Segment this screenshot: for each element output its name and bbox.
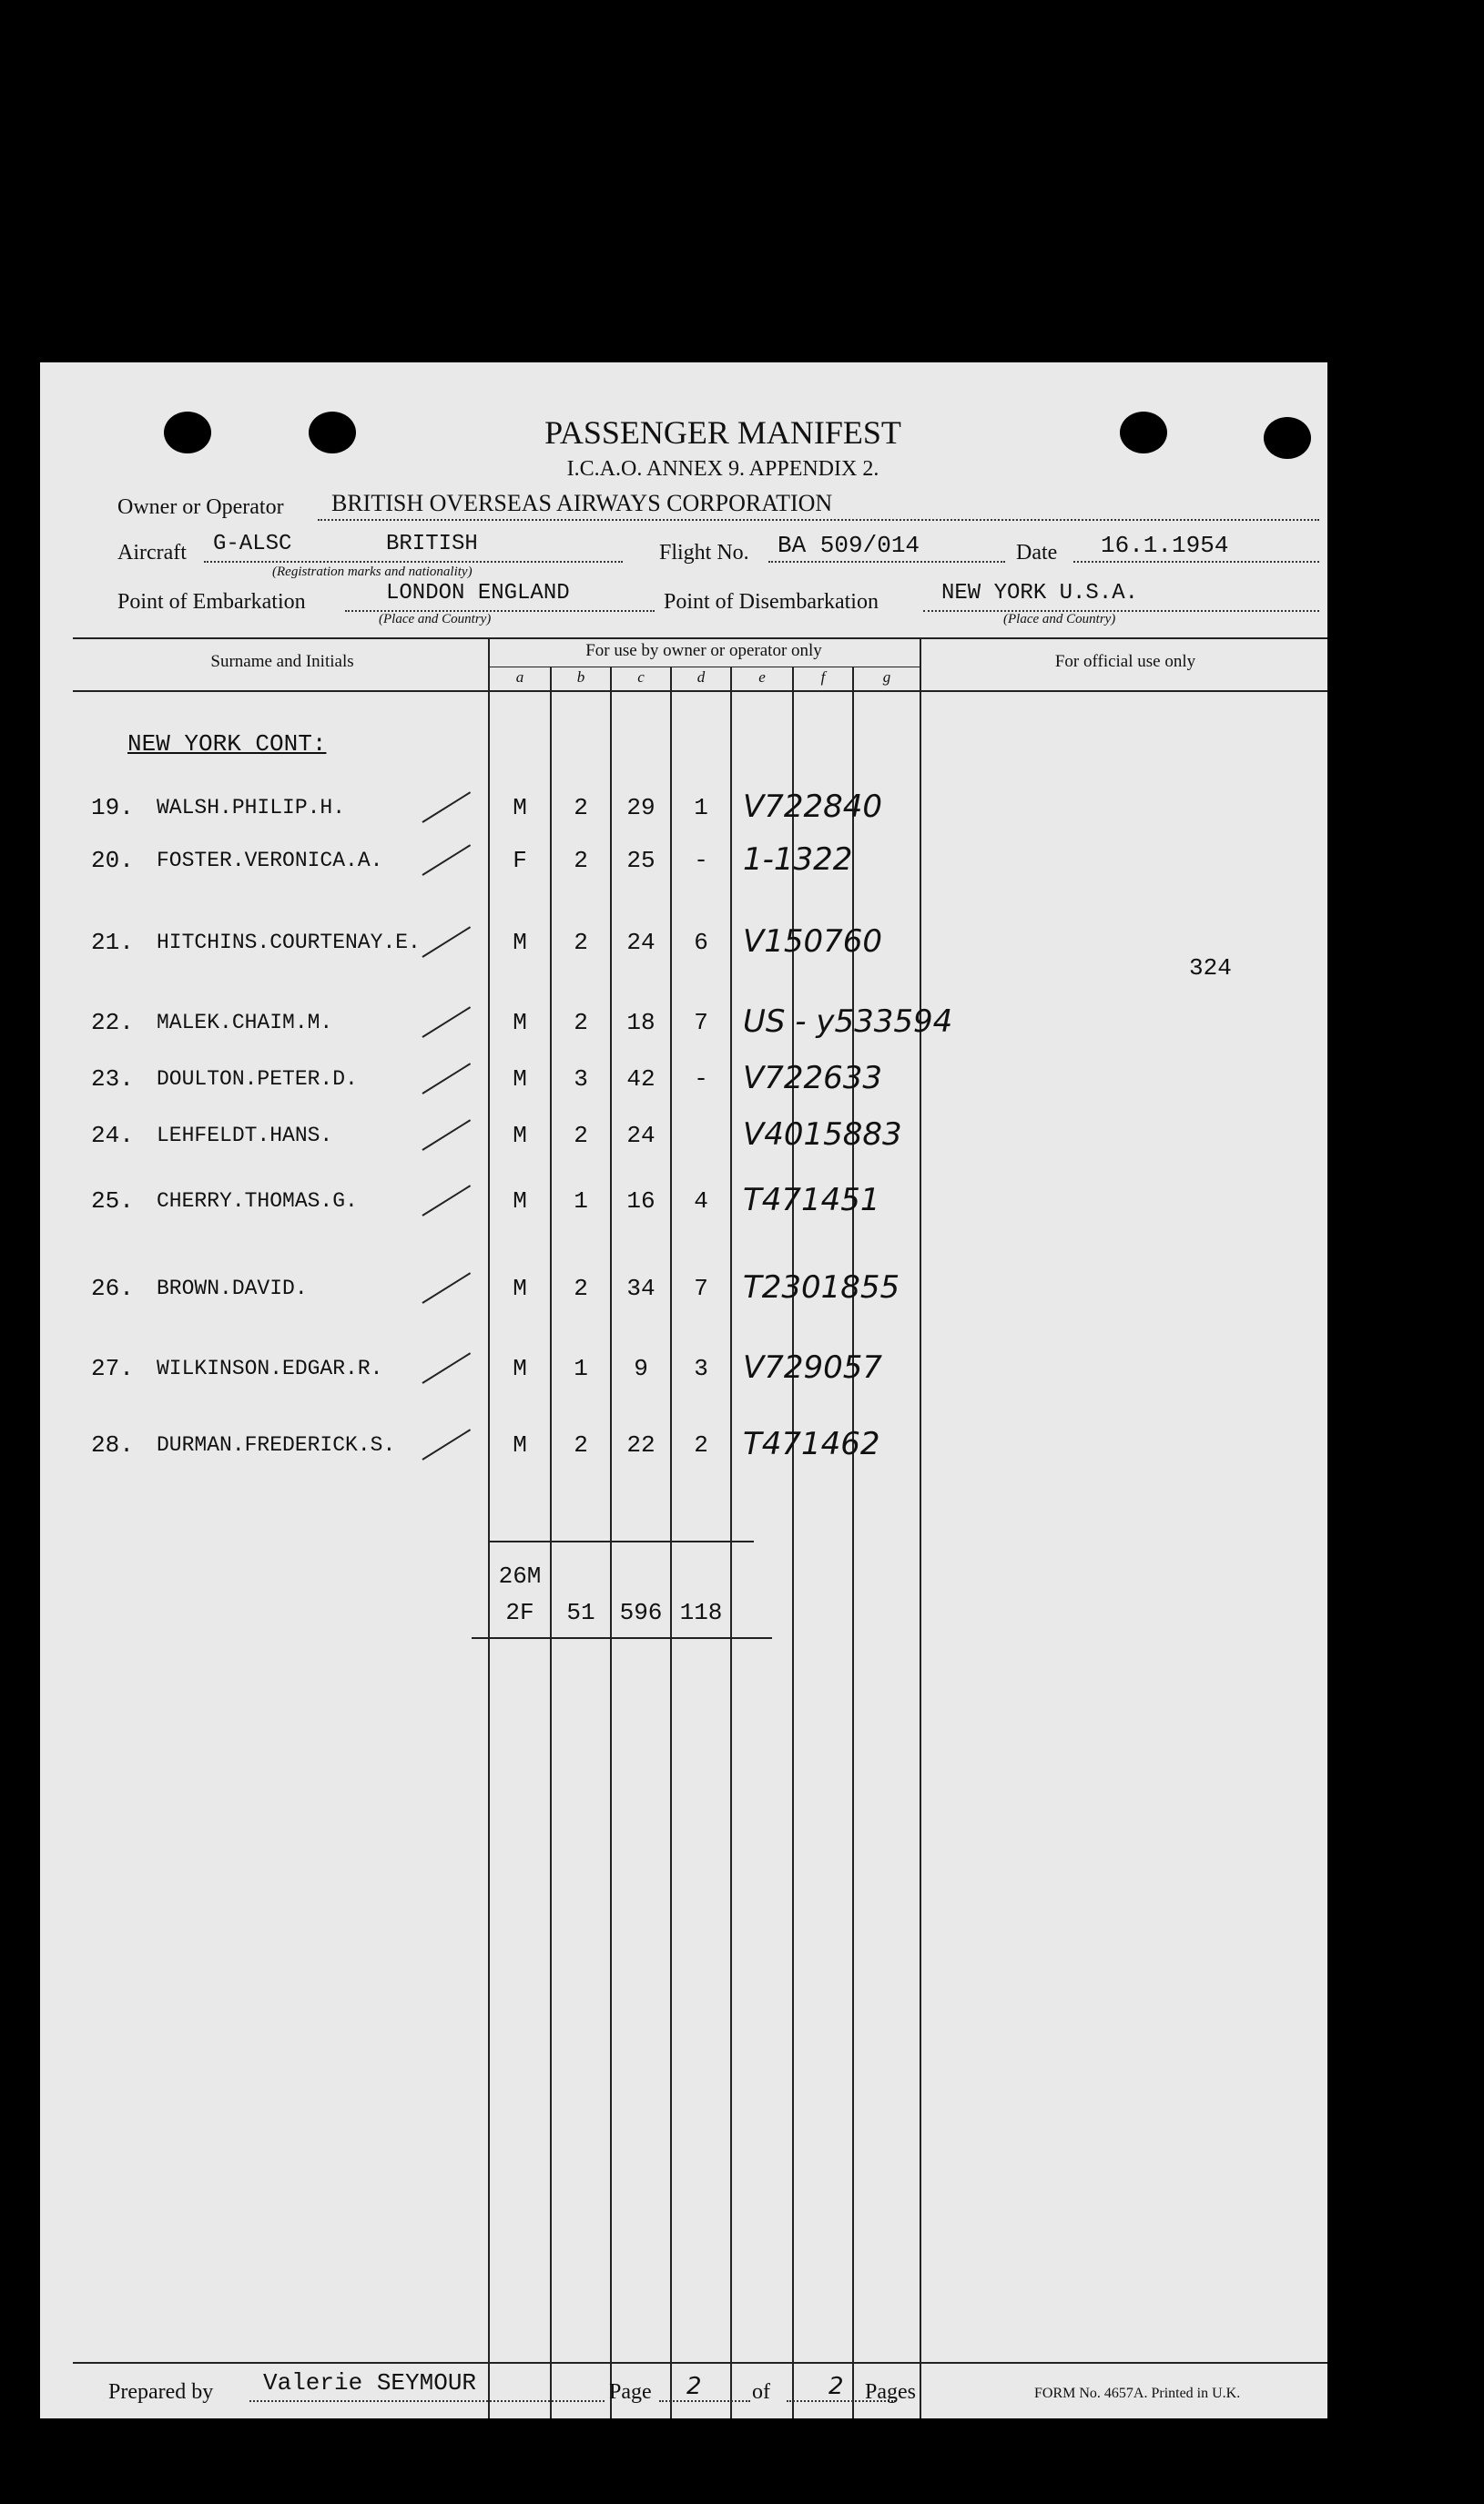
embarkation-note: (Place and Country) <box>379 612 492 626</box>
cell-b: 3 <box>574 1065 588 1093</box>
cell-b: 2 <box>574 929 588 956</box>
check-mark <box>422 1063 471 1094</box>
handwritten-reference: V729057 <box>743 1349 883 1386</box>
manifest-page <box>40 362 1327 2418</box>
col-f: f <box>820 668 826 686</box>
date-label: Date <box>1016 541 1058 565</box>
row-number: 24. <box>91 1122 134 1149</box>
check-mark <box>422 1006 471 1038</box>
of-label: of <box>752 2380 770 2404</box>
cell-d: - <box>694 847 708 874</box>
aircraft-nationality: BRITISH <box>386 532 478 556</box>
date-value: 16.1.1954 <box>1101 532 1229 559</box>
passenger-name: BROWN.DAVID. <box>157 1277 308 1300</box>
cell-d: 6 <box>694 929 708 956</box>
owner-value: BRITISH OVERSEAS AIRWAYS CORPORATION <box>331 490 833 516</box>
cell-b: 2 <box>574 1275 588 1302</box>
check-mark <box>422 1352 471 1384</box>
cell-c: 24 <box>626 1122 656 1149</box>
cell-a: M <box>513 1275 527 1302</box>
passenger-name: FOSTER.VERONICA.A. <box>157 849 383 872</box>
handwritten-reference: V150760 <box>743 923 883 960</box>
flight-label: Flight No. <box>659 541 749 565</box>
cell-b: 2 <box>574 794 588 821</box>
cell-b: 2 <box>574 1122 588 1149</box>
passenger-name: HITCHINS.COURTENAY.E. <box>157 931 421 954</box>
cell-a: F <box>513 847 527 874</box>
cell-c: 25 <box>626 847 656 874</box>
col-d: d <box>696 668 706 686</box>
cell-b: 2 <box>574 1009 588 1036</box>
cell-c: 24 <box>626 929 656 956</box>
cell-b: 1 <box>574 1187 588 1215</box>
col-header-name: Surname and Initials <box>210 652 354 671</box>
col-c: c <box>637 668 645 686</box>
prepared-label: Prepared by <box>108 2380 214 2404</box>
cell-a: M <box>513 1187 527 1215</box>
disembarkation-note: (Place and Country) <box>1003 612 1116 626</box>
passenger-name: DURMAN.FREDERICK.S. <box>157 1433 396 1457</box>
cell-a: M <box>513 1122 527 1149</box>
cell-a: M <box>513 1431 527 1459</box>
check-mark <box>422 1429 471 1461</box>
cell-b: 1 <box>574 1355 588 1382</box>
col-header-owner-use: For use by owner or operator only <box>585 641 822 660</box>
cell-a: M <box>513 794 527 821</box>
cell-d: 2 <box>694 1431 708 1459</box>
cell-a: M <box>513 1009 527 1036</box>
flight-value: BA 509/014 <box>778 532 920 559</box>
check-mark <box>422 791 471 823</box>
aircraft-note: (Registration marks and nationality) <box>272 565 473 579</box>
cell-b: 2 <box>574 847 588 874</box>
total-d: 118 <box>679 1599 723 1626</box>
row-number: 21. <box>91 929 134 956</box>
aircraft-registration: G-ALSC <box>213 532 292 556</box>
check-mark <box>422 844 471 876</box>
cell-a: M <box>513 929 527 956</box>
section-label: NEW YORK CONT: <box>127 730 327 758</box>
pages-label: Pages <box>865 2380 916 2404</box>
handwritten-reference: T471451 <box>743 1182 880 1218</box>
row-number: 26. <box>91 1275 134 1302</box>
total-c: 596 <box>619 1599 663 1626</box>
row-number: 23. <box>91 1065 134 1093</box>
cell-a: M <box>513 1065 527 1093</box>
cell-b: 2 <box>574 1431 588 1459</box>
passenger-name: LEHFELDT.HANS. <box>157 1124 333 1147</box>
handwritten-reference: T2301855 <box>743 1269 900 1306</box>
handwritten-reference: 1-1322 <box>743 841 853 878</box>
passenger-name: MALEK.CHAIM.M. <box>157 1011 333 1034</box>
cell-c: 42 <box>626 1065 656 1093</box>
passenger-name: CHERRY.THOMAS.G. <box>157 1189 358 1213</box>
row-number: 20. <box>91 847 134 874</box>
form-number: FORM No. 4657A. Printed in U.K. <box>1034 2386 1241 2401</box>
passenger-name: WILKINSON.EDGAR.R. <box>157 1357 383 1380</box>
total-female: 2F <box>505 1599 534 1626</box>
official-note: 324 <box>1189 954 1232 982</box>
form-subtitle: I.C.A.O. ANNEX 9. APPENDIX 2. <box>566 457 879 481</box>
check-mark <box>422 1185 471 1216</box>
cell-d: 1 <box>694 794 708 821</box>
row-number: 27. <box>91 1355 134 1382</box>
cell-d: 7 <box>694 1009 708 1036</box>
cell-c: 18 <box>626 1009 656 1036</box>
cell-c: 9 <box>634 1355 648 1382</box>
disembarkation-value: NEW YORK U.S.A. <box>941 581 1139 606</box>
col-g: g <box>882 668 891 686</box>
page-label: Page <box>609 2380 652 2404</box>
passenger-name: WALSH.PHILIP.H. <box>157 796 346 819</box>
check-mark <box>422 1119 471 1151</box>
cell-d: 3 <box>694 1355 708 1382</box>
handwritten-reference: T471462 <box>743 1426 880 1462</box>
total-b: 51 <box>566 1599 595 1626</box>
disembarkation-label: Point of Disembarkation <box>664 590 879 614</box>
row-number: 25. <box>91 1187 134 1215</box>
cell-a: M <box>513 1355 527 1382</box>
row-number: 22. <box>91 1009 134 1036</box>
col-b: b <box>576 668 585 686</box>
col-a: a <box>515 668 524 686</box>
owner-label: Owner or Operator <box>117 495 284 519</box>
handwritten-reference: V722633 <box>743 1060 883 1096</box>
handwritten-reference: V4015883 <box>743 1116 902 1153</box>
page-value: 2 <box>686 2373 702 2400</box>
cell-c: 22 <box>626 1431 656 1459</box>
handwritten-reference: V722840 <box>743 789 883 825</box>
embarkation-value: LONDON ENGLAND <box>386 581 570 606</box>
total-male: 26M <box>498 1562 542 1590</box>
cell-d: 7 <box>694 1275 708 1302</box>
row-number: 19. <box>91 794 134 821</box>
aircraft-label: Aircraft <box>117 541 187 565</box>
form-title: PASSENGER MANIFEST <box>544 414 901 451</box>
check-mark <box>422 1272 471 1304</box>
embarkation-label: Point of Embarkation <box>117 590 306 614</box>
col-e: e <box>758 668 766 686</box>
col-header-official: For official use only <box>1054 652 1196 671</box>
cell-c: 16 <box>626 1187 656 1215</box>
handwritten-reference: US - y533594 <box>743 1003 953 1040</box>
cell-c: 34 <box>626 1275 656 1302</box>
row-number: 28. <box>91 1431 134 1459</box>
passenger-name: DOULTON.PETER.D. <box>157 1067 358 1091</box>
cell-c: 29 <box>626 794 656 821</box>
check-mark <box>422 926 471 958</box>
of-value: 2 <box>828 2373 844 2400</box>
cell-d: 4 <box>694 1187 708 1215</box>
prepared-value: Valerie SEYMOUR <box>263 2369 477 2397</box>
cell-d: - <box>694 1065 708 1093</box>
